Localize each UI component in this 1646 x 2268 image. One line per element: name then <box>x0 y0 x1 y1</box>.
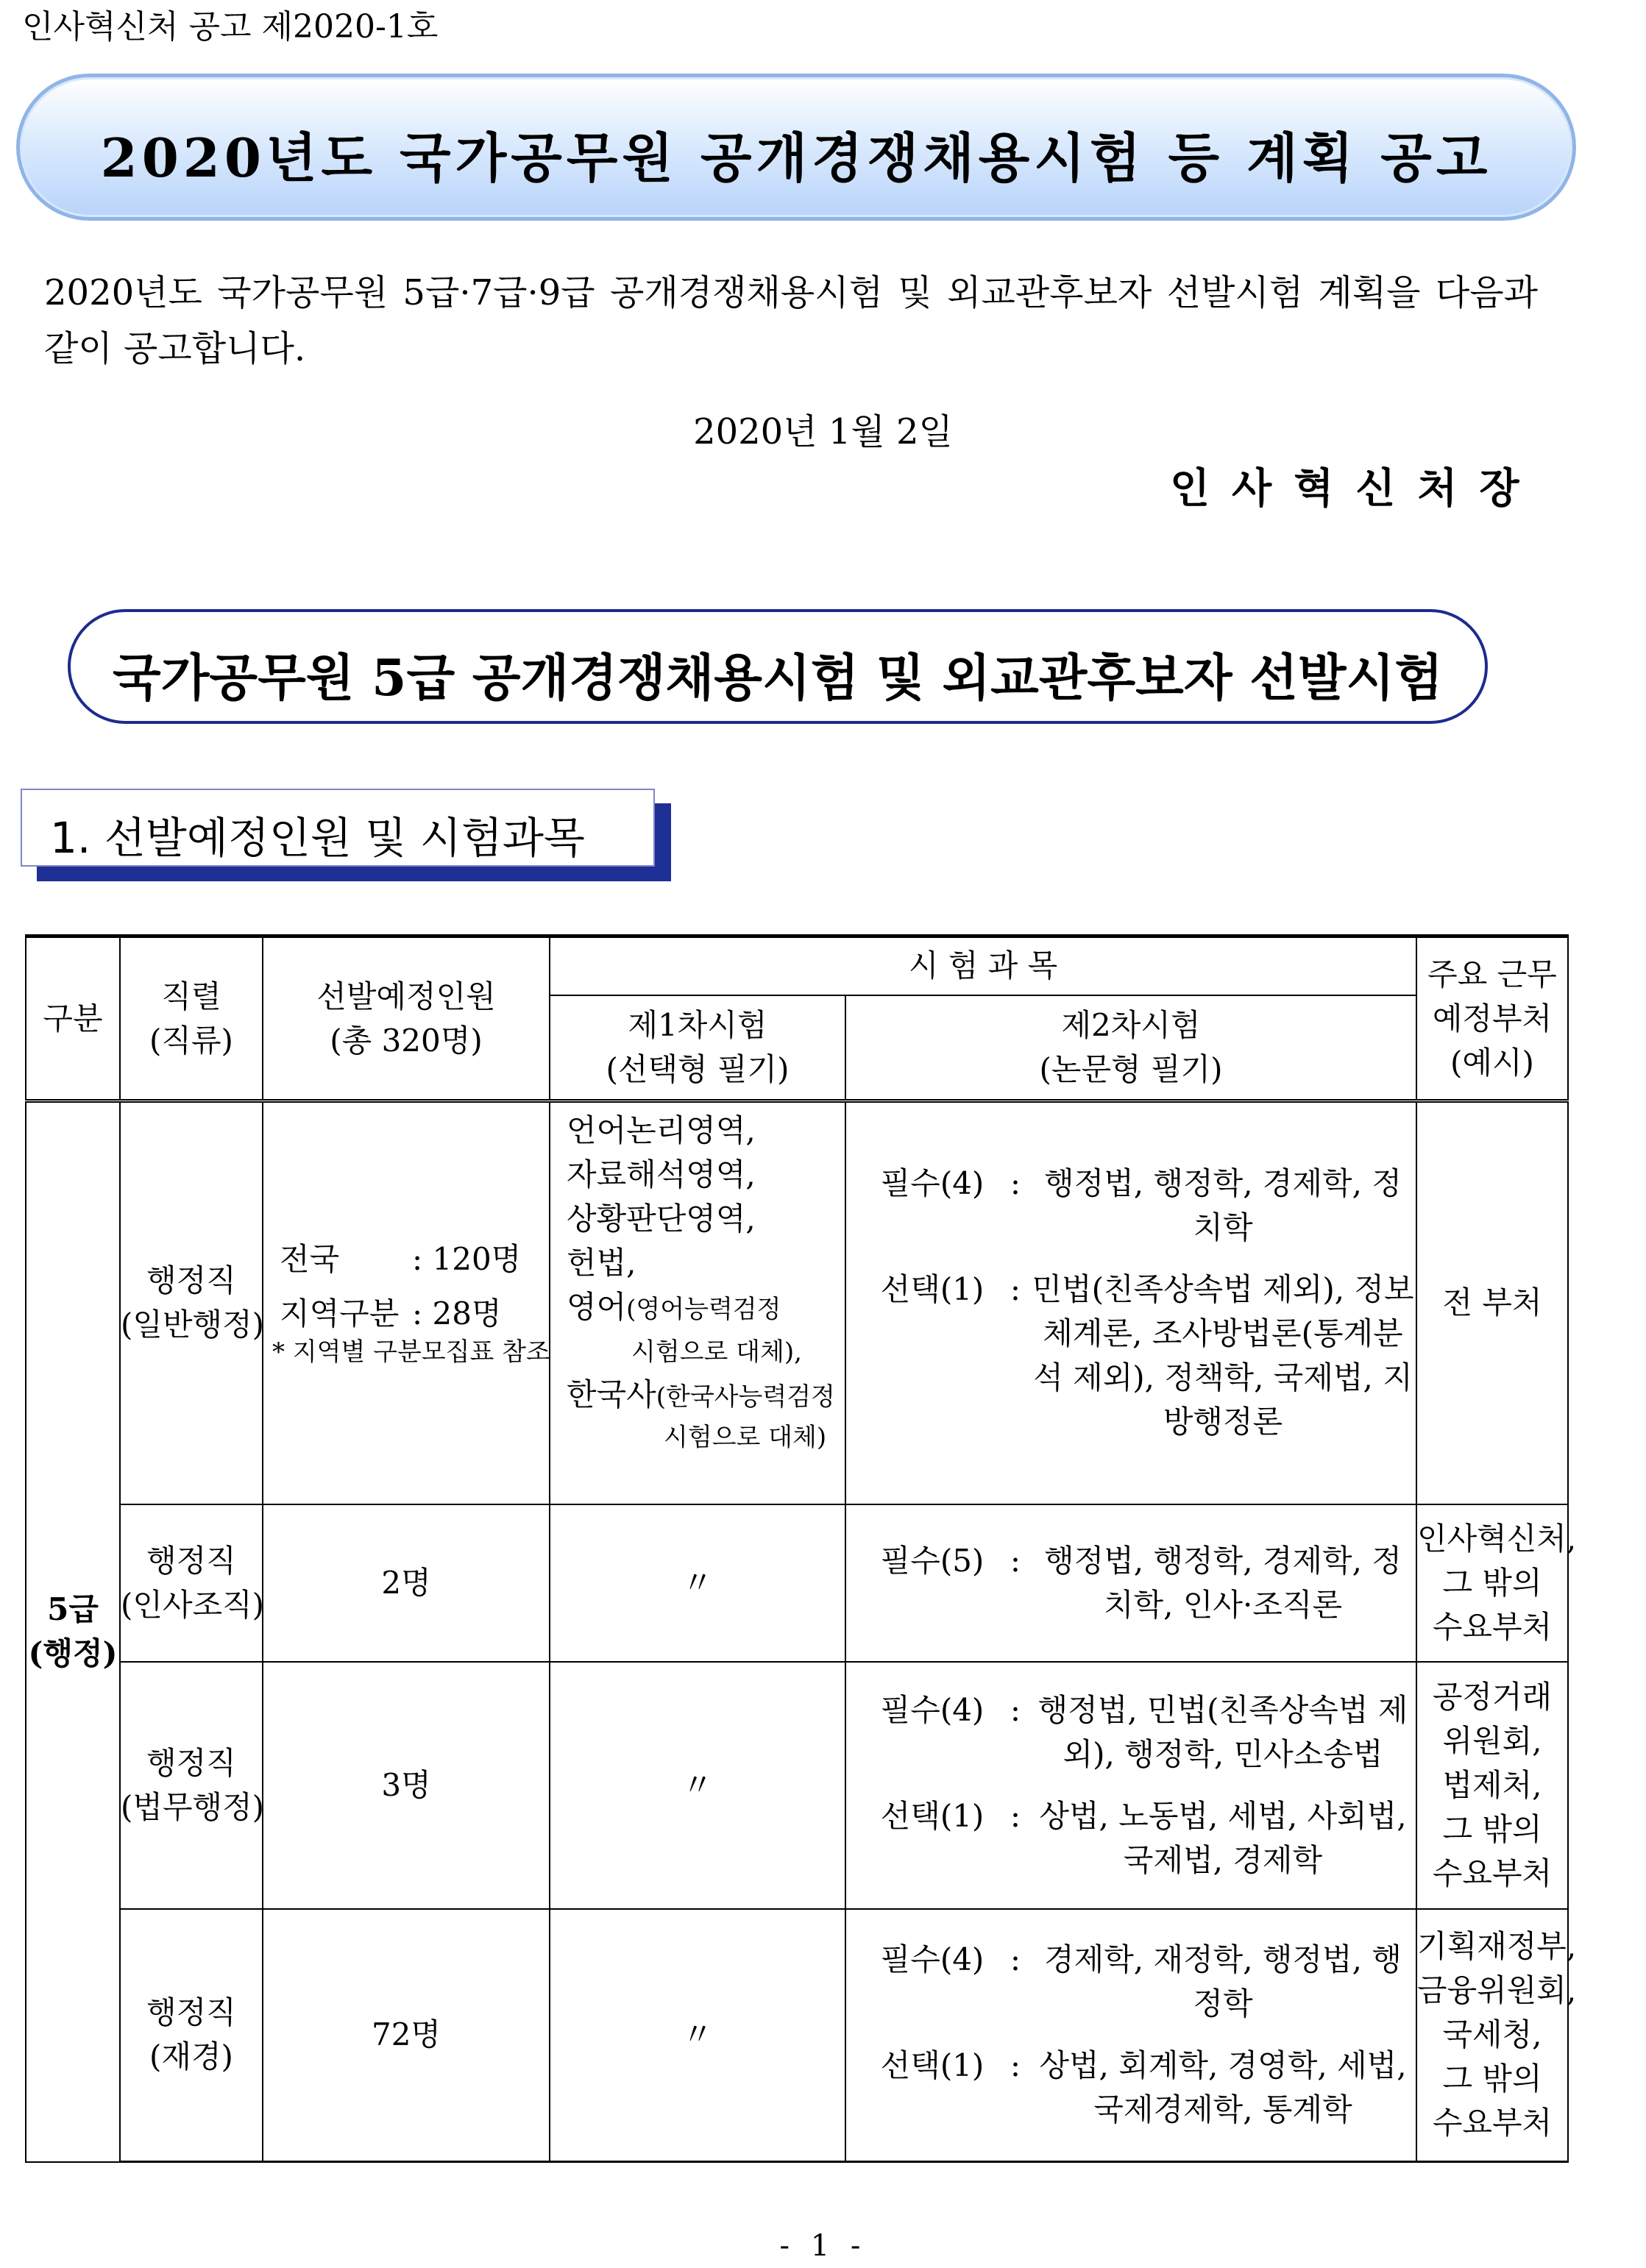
job-line2: (인사조직) <box>121 1586 265 1623</box>
job-cell <box>120 1101 263 1504</box>
dept-line: 수요부처 <box>1432 1608 1553 1645</box>
header-first-exam <box>550 995 845 1101</box>
notice-date: 2020년 1월 2일 <box>693 411 953 452</box>
optional-value: 민법(친족상속법 제외), 정보체계론, 조사방법론(통계분석 제외), 정책학, 국제법, 지방행정론 <box>1032 1271 1414 1440</box>
required-subjects: 필수(4) : 행정법, 행정학, 경제학, 정치학 <box>864 1162 1416 1250</box>
second-exam-subjects <box>845 1662 1416 1909</box>
first-exam-subjects <box>550 1101 845 1504</box>
section-title-banner <box>68 609 1488 724</box>
quota-regional-label: 지역구분 <box>280 1295 400 1332</box>
header-dept-line2: 예정부처 <box>1432 1000 1553 1037</box>
job-line1: 행정직 <box>146 1542 236 1579</box>
quota-cell: 3명 <box>263 1662 550 1909</box>
first-subject-note: 시험으로 대체) <box>664 1423 827 1452</box>
optional-key: 선택(1) <box>880 2047 985 2084</box>
header-first-line2: (선택형 필기) <box>606 1051 790 1087</box>
header-job <box>120 936 263 1101</box>
optional-key: 선택(1) <box>880 1271 985 1308</box>
first-subject <box>567 1373 845 1419</box>
required-value: 행정법, 민법(친족상속법 제외), 행정학, 민사소송법 <box>1037 1691 1408 1772</box>
header-category: 구분 <box>26 936 120 1101</box>
quota-regional-value: : 28명 <box>412 1295 502 1332</box>
job-line2: (일반행정) <box>121 1307 265 1343</box>
first-subject-note: (영어능력검정 <box>626 1295 781 1324</box>
required-key: 필수(4) <box>880 1691 985 1728</box>
quota-subjects-table <box>25 934 1577 2163</box>
quota-note: * 지역별 구분모집표 참조 <box>272 1337 550 1368</box>
first-subject-note: 시험으로 대체), <box>631 1337 802 1367</box>
header-second-line1: 제2차시험 <box>1061 1006 1201 1043</box>
header-dept-line3: (예시) <box>1450 1044 1534 1081</box>
job-line2: (재경) <box>149 2038 233 2075</box>
job-cell <box>120 1504 263 1662</box>
dept-line: 위원회, <box>1442 1722 1542 1759</box>
subsection-title: 1. 선발예정인원 및 시험과목 <box>50 813 585 863</box>
table-row <box>26 1101 1568 1504</box>
first-subject: 헌법, <box>567 1245 636 1281</box>
job-line1: 행정직 <box>146 1994 236 2031</box>
dept-line: 금융위원회, <box>1417 1972 1577 2009</box>
optional-value: 상법, 노동법, 세법, 사회법, 국제법, 경제학 <box>1039 1797 1407 1878</box>
required-value: 행정법, 행정학, 경제학, 정치학, 인사·조직론 <box>1044 1542 1402 1623</box>
job-line1: 행정직 <box>146 1262 236 1299</box>
quota-cell: 2명 <box>263 1504 550 1662</box>
table-row <box>26 1909 1568 2162</box>
header-subjects: 시 험 과 목 <box>550 936 1416 995</box>
first-subject: 상황판단영역, <box>567 1201 756 1237</box>
main-title-banner <box>16 74 1576 221</box>
job-line1: 행정직 <box>146 1744 236 1781</box>
first-subject <box>567 1285 845 1332</box>
category-line1: 5급 <box>47 1591 99 1628</box>
job-cell <box>120 1909 263 2162</box>
required-subjects: 필수(4) : 경제학, 재정학, 행정법, 행정학 <box>864 1938 1416 2026</box>
first-subject: 자료해석영역, <box>567 1156 756 1192</box>
quota-national-label: 전국 <box>280 1241 340 1278</box>
table-row <box>26 1504 1568 1662</box>
required-value: 경제학, 재정학, 행정법, 행정학 <box>1044 1941 1402 2022</box>
required-subjects: 필수(4) : 행정법, 민법(친족상속법 제외), 행정학, 민사소송법 <box>864 1688 1416 1777</box>
dept-line: 국세청, <box>1442 2016 1542 2053</box>
dept-line: 그 밖의 <box>1442 2061 1542 2097</box>
dept-line: 그 밖의 <box>1442 1564 1542 1601</box>
header-first-line1: 제1차시험 <box>628 1006 767 1043</box>
dept-line: 그 밖의 <box>1442 1810 1542 1847</box>
first-exam-ditto: 〃 <box>550 1504 845 1662</box>
quota-national <box>280 1237 549 1281</box>
required-key: 필수(4) <box>880 1165 985 1202</box>
header-dept <box>1416 936 1568 1101</box>
first-subject-main: 한국사 <box>567 1376 656 1412</box>
header-quota <box>263 936 550 1101</box>
page-number: - 1 - <box>779 2229 867 2263</box>
dept-line: 수요부처 <box>1432 1855 1553 1891</box>
dept-cell: 전 부처 <box>1416 1101 1568 1504</box>
dept-cell <box>1416 1662 1568 1909</box>
dept-line: 수요부처 <box>1432 2105 1553 2141</box>
notice-number: 인사혁신처 공고 제2020-1호 <box>22 8 439 46</box>
required-key: 필수(4) <box>880 1941 985 1978</box>
subsection-title-box <box>21 789 655 867</box>
table-row <box>26 1662 1568 1909</box>
optional-subjects: 선택(1) : 민법(친족상속법 제외), 정보체계론, 조사방법론(통계분석 제외), 정책학, 국제법, 지방행정론 <box>864 1268 1416 1444</box>
optional-key: 선택(1) <box>880 1797 985 1834</box>
quota-cell: 72명 <box>263 1909 550 2162</box>
optional-subjects: 선택(1) : 상법, 노동법, 세법, 사회법, 국제법, 경제학 <box>864 1794 1416 1883</box>
first-exam-ditto: 〃 <box>550 1662 845 1909</box>
intro-paragraph: 2020년도 국가공무원 5급·7급·9급 공개경쟁채용시험 및 외교관후보자 선발시험 계획을 다음과 같이 공고합니다. <box>44 272 1538 369</box>
dept-line: 공정거래 <box>1432 1678 1553 1715</box>
quota-cell <box>263 1101 550 1504</box>
header-quota-line1: 선발예정인원 <box>316 978 496 1014</box>
header-job-line1: 직렬 <box>161 978 221 1014</box>
first-subject-note: (한국사능력검정 <box>656 1382 835 1412</box>
required-value: 행정법, 행정학, 경제학, 정치학 <box>1044 1165 1402 1246</box>
second-exam-subjects <box>845 1101 1416 1504</box>
main-title: 2020년도 국가공무원 공개경쟁채용시험 등 계획 공고 <box>100 127 1492 189</box>
issuer-name: 인사혁신처장 <box>1170 464 1542 513</box>
header-second-exam <box>845 995 1416 1101</box>
category-cell <box>26 1101 120 2162</box>
dept-cell <box>1416 1909 1577 2162</box>
second-exam-subjects <box>845 1909 1416 2162</box>
first-subject-main: 영어 <box>567 1289 627 1325</box>
first-exam-ditto: 〃 <box>550 1909 845 2162</box>
optional-value: 상법, 회계학, 경영학, 세법, 국제경제학, 통계학 <box>1039 2047 1407 2128</box>
section-title: 국가공무원 5급 공개경쟁채용시험 및 외교관후보자 선발시험 <box>113 649 1443 708</box>
dept-line: 인사혁신처, <box>1417 1520 1577 1557</box>
category-line2: (행정) <box>28 1635 118 1672</box>
quota-regional <box>280 1292 549 1336</box>
first-subject: 언어논리영역, <box>567 1112 756 1148</box>
header-second-line2: (논문형 필기) <box>1039 1051 1223 1087</box>
dept-line: 법제처, <box>1442 1766 1542 1803</box>
quota-national-value: : 120명 <box>412 1241 522 1278</box>
required-subjects: 필수(5) : 행정법, 행정학, 경제학, 정치학, 인사·조직론 <box>864 1539 1416 1627</box>
required-key: 필수(5) <box>880 1542 985 1579</box>
header-job-line2: (직류) <box>149 1022 233 1059</box>
header-quota-line2: (총 320명) <box>330 1022 483 1059</box>
job-line2: (법무행정) <box>121 1788 265 1825</box>
dept-line: 기획재정부, <box>1417 1928 1577 1965</box>
second-exam-subjects <box>845 1504 1416 1662</box>
header-dept-line1: 주요 근무 <box>1427 956 1557 992</box>
job-cell <box>120 1662 263 1909</box>
dept-cell <box>1416 1504 1577 1662</box>
optional-subjects: 선택(1) : 상법, 회계학, 경영학, 세법, 국제경제학, 통계학 <box>864 2044 1416 2132</box>
